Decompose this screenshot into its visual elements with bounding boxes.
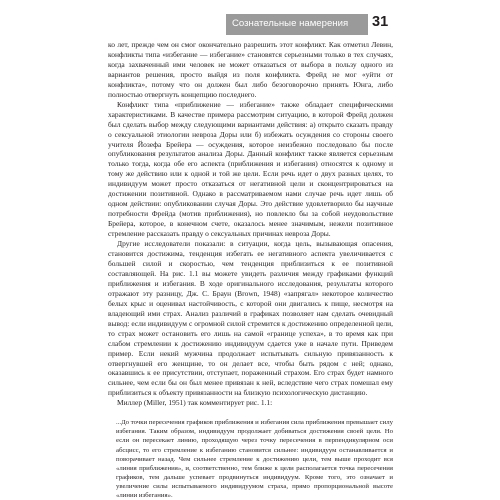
section-title: Сознательные намерения — [232, 18, 349, 29]
paragraph: ко лет, прежде чем он смог окончательно разрешить этот конфликт. Как отметил Левин, конфликты типа «избегание — избегание» становятся серьезными только в тех случаях, когда захваченный ими человек не может отказаться от выбора в пользу одного из вариантов решения, просто выйдя из поля конфликта. Фрейд не мог «уйти от конфликта», потому что он должен был либо безоговорочно принять Юнга, либо полностью отвергнуть концепцию последнего. — [108, 40, 393, 99]
running-header — [0, 0, 500, 36]
paragraph: Другие исследователи показали: в ситуации, когда цель, вызывающая опасения, становится достижима, тенденция избегать ее негативного аспекта увеличивается с большей силой и скоростью, чем тенденция приблизиться к ее позитивной составляющей. На рис. 1.1 вы можете увидеть различия между графиками функций приближения и избегания. В ходе оригинального исследования, результаты которого отражают эту разницу, Дж. С. Браун (Brown, 1948) «запрягал» некоторое количество белых крыс и оценивал настойчивость, с которой они двигались к пище, несмотря на владеющий ими страх. Анализ различий в графиках позволяет нам сделать очевидный вывод: если индивидуум с огромной силой стремится к достижению определенной цели, то страх может остановить его лишь на самой «границе успеха», в то время как при слабом стремлении к достижению индивидуум сдается уже в начале пути. Приведем пример. Если некий мужчина продолжает испытывать сильную привязанность к отвергнувшей его женщине, то он делает все, чтобы быть рядом с ней; однако, оказавшись к ее присутствии, отступает, пораженный страхом. Его страх будет намного сильнее, чем если бы он был менее привязан к ней, вследствие чего страх помешал ему приблизиться к объекту привязанности на близкую психологическую дистанцию. — [108, 239, 393, 398]
block-quote: ...До точки пересечения графиков приближения и избегания сила приближения превышает силу избегания. Таким образом, индивидуум продолжает добиваться достижения своей цели. Но если он пересекает линию, проходящую через точку пересечения в перпендикулярном оси абсцисс, то его стремление к избеганию становится сильнее: индивидуум останавливается и поворачивает назад. Чем сильнее стремление к достижению цели, тем выше проходит вся «линия приближения», и, соответственно, тем ближе к цели располагается точка пересечения графиков, тем дальше успевает продвинуться индивидуум. Кроме того, это означает и увеличение силы испытываемого индивидуумом страха, прямо пропорциональной высоте «линии избегания». — [116, 419, 393, 500]
paragraph: Миллер (Miller, 1951) так комментирует рис. 1.1: — [117, 398, 273, 408]
paragraph: Конфликт типа «приближение — избегание» также обладает специфическими характеристиками. В качестве примера рассмотрим ситуацию, в которой Фрейд должен был сделать выбор между следующими вариантами действия: а) открыто сказать правду о сексуальной этиологии невроза Доры или б) избежать осуждения со стороны своего учителя Йозефа Брейера — осуждения, которое неизбежно последовало бы после опубликования результатов анализа Доры. Данный конфликт также является серьезным только тогда, когда обе его аспекта (приближения и избегания) относятся к одному и тому же действию или к одной и той же цели. Если речь идет о двух разных целях, то индивидуум может просто отказаться от негативной цели и сконцентрироваться на достижении позитивной. Однако в рассматриваемом нами случае речь идет лишь об одном действии: опубликовании случая Доры. Это действие удовлетворило бы научные потребности Фрейда (мотив приближения), но повлекло бы за собой неудовольствие Брейера, которое, в конечном счете, оказалось менее значимым, нежели позитивное стремление рассказать правду о сексуальных причинах невроза Доры. — [108, 99, 393, 239]
page-number: 31 — [372, 14, 389, 30]
main-text — [108, 40, 393, 500]
